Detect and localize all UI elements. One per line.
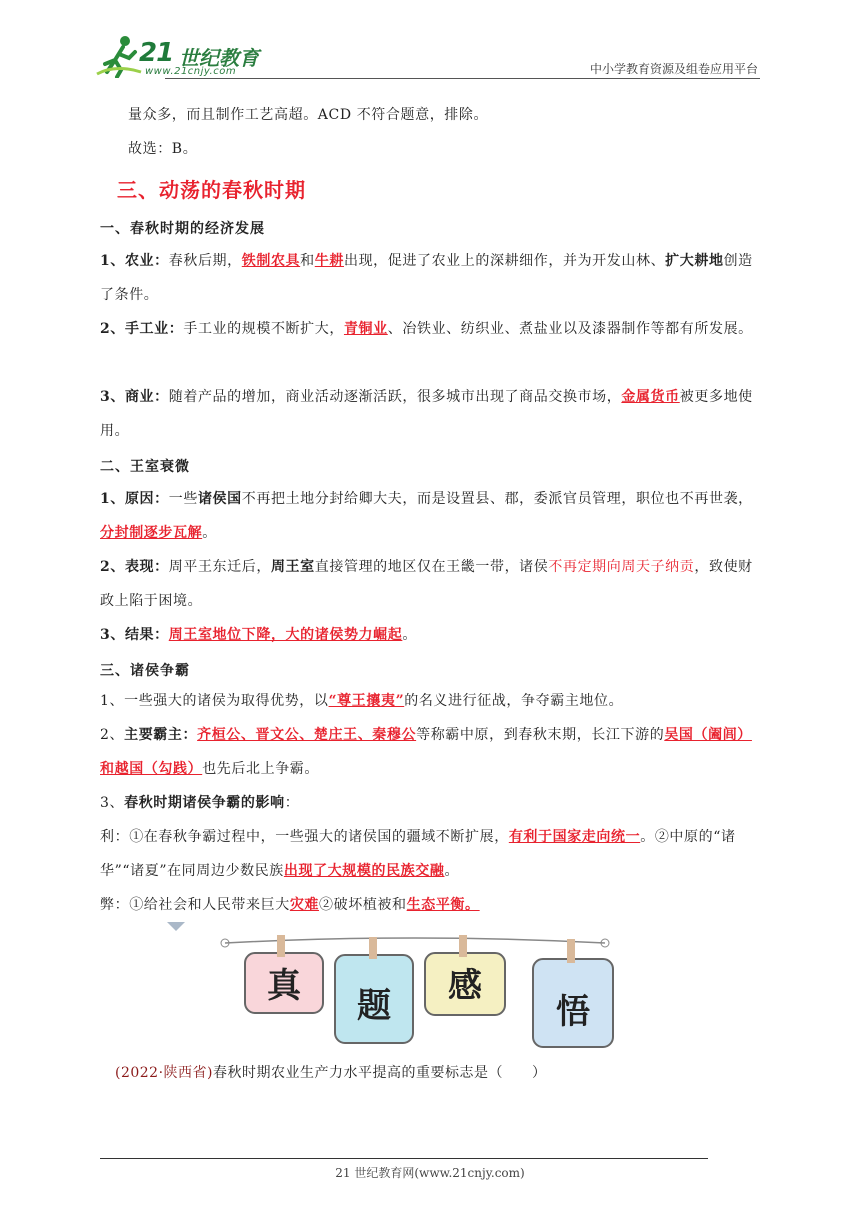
site-logo[interactable] <box>95 34 270 78</box>
keyword: 吴国（阖闾）和越国（勾践） <box>100 727 752 777</box>
keyword: 青铜业 <box>343 321 388 337</box>
logo-url: www.21cnjy.com <box>145 66 237 77</box>
keyword: “尊王攘夷” <box>328 693 405 709</box>
text: ②破坏植被和 <box>319 897 407 913</box>
agriculture-paragraph <box>100 244 762 312</box>
label: 2、表现： <box>100 559 169 575</box>
zhen-ti-gan-wu-banner <box>215 925 615 1055</box>
banner-char-3: 感 <box>448 966 482 1006</box>
banner-char-4: 悟 <box>556 992 590 1032</box>
text: 和 <box>300 253 315 269</box>
text: 3、 <box>100 795 125 811</box>
keyword: 有利于国家走向统一 <box>508 829 641 845</box>
keyword: 生态平衡 <box>406 897 466 913</box>
text: 。 <box>444 863 460 879</box>
label: 1、原因： <box>100 491 169 507</box>
card-ti <box>335 937 413 1043</box>
text: 春秋后期， <box>168 253 242 269</box>
keyword: 周王室地位下降，大的诸侯势力崛起 <box>168 627 403 643</box>
keyword: 出现了大规模的民族交融 <box>283 863 445 879</box>
text: 一些 <box>168 491 198 507</box>
part2-title: 二、王室衰微 <box>100 459 190 475</box>
section-title: 三、动荡的春秋时期 <box>117 178 306 202</box>
label: 利 <box>100 829 115 845</box>
manifestation-paragraph <box>100 550 762 618</box>
keyword: 灾难 <box>289 897 320 913</box>
keyword: 周王室 <box>270 559 315 575</box>
label: 2、手工业： <box>100 321 184 337</box>
keyword: 铁制农具 <box>241 253 301 269</box>
page-header <box>95 30 760 80</box>
banner-char-2: 题 <box>357 986 391 1026</box>
banner-char-1: 真 <box>267 966 301 1006</box>
label: 3、商业： <box>100 389 169 405</box>
keyword: 金属货币 <box>621 389 680 405</box>
text: 。 <box>202 525 217 541</box>
part3-title: 三、诸侯争霸 <box>100 663 190 679</box>
page-footer[interactable]: 21 世纪教育网(www.21cnjy.com) <box>335 1166 525 1180</box>
header-divider <box>165 78 760 79</box>
keyword: 不再定期向周天子纳贡 <box>548 559 695 575</box>
intro-line-1: 量众多，而且制作工艺高超。ACD 不符合题意，排除。 <box>128 107 489 123</box>
commerce-paragraph <box>100 380 762 448</box>
text: 被更多地使用。 <box>100 389 753 439</box>
text: ：①给社会和人民带来巨大 <box>114 897 290 913</box>
keyword: 分封制逐步瓦解 <box>100 525 203 541</box>
text: 。 <box>402 627 417 643</box>
intro-line-2: 故选：B。 <box>128 141 198 157</box>
logo-number: 21 <box>139 38 174 68</box>
label: 1、农业： <box>100 253 169 269</box>
question-source: (2022·陕西省) <box>115 1065 214 1081</box>
benefit-paragraph <box>100 820 762 888</box>
keyword: 扩大耕地 <box>665 253 724 269</box>
logo-text: 世纪教育 <box>179 46 259 70</box>
label: 主要霸主： <box>124 727 198 743</box>
question-line <box>115 1062 547 1082</box>
text: ： <box>284 795 300 811</box>
label: 春秋时期诸侯争霸的影响 <box>124 795 285 811</box>
caret-down-icon <box>167 922 185 932</box>
text: 等称霸中原，到春秋末期，长江下游的 <box>416 727 665 743</box>
text: 周平王东迁后， <box>168 559 271 575</box>
handicraft-paragraph <box>100 312 762 346</box>
label: 3、结果： <box>100 627 169 643</box>
text: ，致使财政上陷于困境。 <box>100 559 753 609</box>
text: 直接管理的地区仅在王畿一带，诸侯 <box>314 559 549 575</box>
text: 。 <box>465 897 480 913</box>
text: 的名义进行征战，争夺霸主地位。 <box>404 693 624 709</box>
text: 、冶铁业、纺织业、煮盐业以及漆器制作等都有所发展。 <box>387 321 753 337</box>
hegemony-line-2 <box>100 718 762 786</box>
part1-title: 一、春秋时期的经济发展 <box>100 221 265 237</box>
text: 手工业的规模不断扩大， <box>183 321 344 337</box>
keyword: 牛耕 <box>314 253 344 269</box>
hegemony-line-3 <box>100 786 762 820</box>
runner-icon <box>95 34 143 78</box>
text: 创造了条件。 <box>100 253 753 303</box>
cause-paragraph <box>100 482 762 550</box>
label: 弊 <box>100 897 115 913</box>
text: 也先后北上争霸。 <box>202 761 320 777</box>
text: 2、 <box>100 727 125 743</box>
text: 。②中原的“诸华”“诸夏”在同周边少数民族 <box>100 829 736 879</box>
text: ：①在春秋争霸过程中，一些强大的诸侯国的疆域不断扩展， <box>114 829 509 845</box>
card-wu <box>533 939 613 1047</box>
platform-name: 中小学教育资源及组卷应用平台 <box>589 62 758 76</box>
text: 1、一些强大的诸侯为取得优势，以 <box>100 693 329 709</box>
keyword: 齐桓公、晋文公、楚庄王、秦穆公 <box>197 727 417 743</box>
result-paragraph <box>100 618 762 652</box>
text: 不再把土地分封给卿大夫，而是设置县、郡，委派官员管理，职位也不再世袭， <box>241 491 753 507</box>
keyword: 诸侯国 <box>197 491 242 507</box>
card-zhen <box>245 935 323 1013</box>
card-gan <box>425 935 505 1015</box>
question-text: 春秋时期农业生产力水平提高的重要标志是（ ） <box>213 1065 547 1081</box>
footer-divider <box>100 1158 708 1159</box>
hegemony-line-1 <box>100 684 762 718</box>
drawback-paragraph <box>100 888 762 922</box>
text: 出现，促进了农业上的深耕细作，并为开发山林、 <box>343 253 666 269</box>
text: 随着产品的增加，商业活动逐渐活跃，很多城市出现了商品交换市场， <box>168 389 622 405</box>
